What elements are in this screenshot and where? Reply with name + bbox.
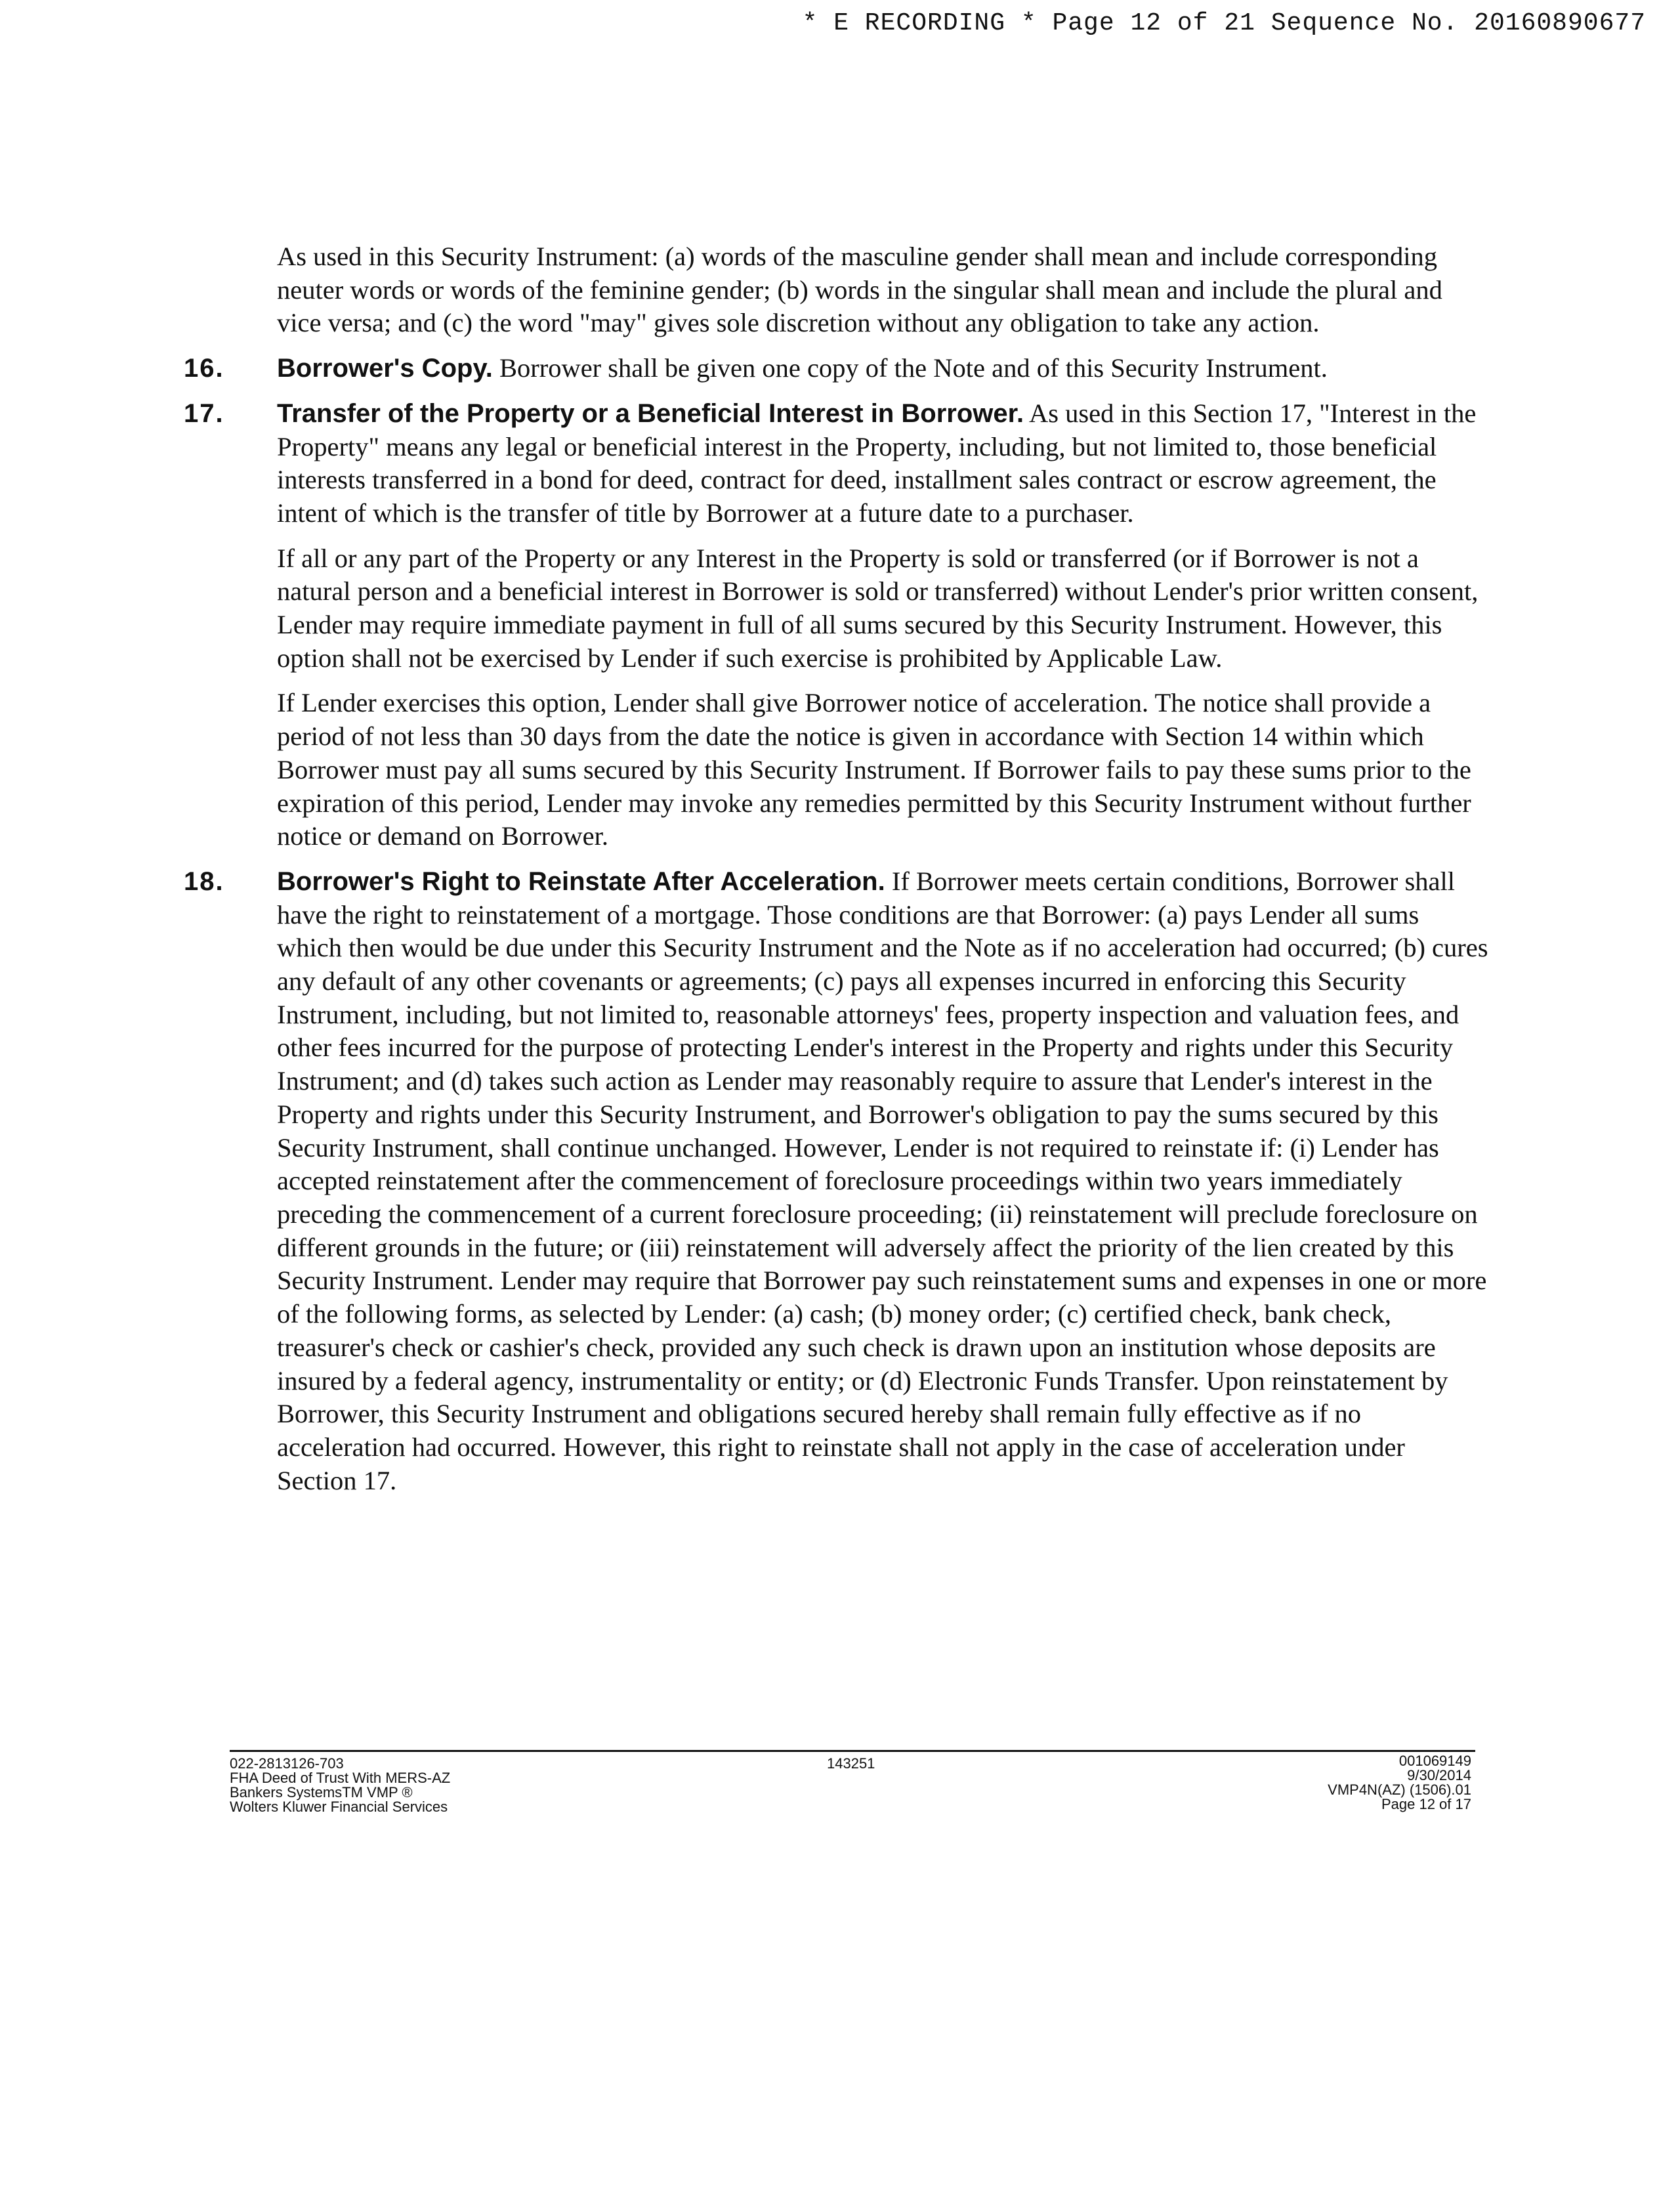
document-body [184,240,1490,1509]
footer-center-code: 143251 [827,1755,875,1772]
recording-header: * E RECORDING * Page 12 of 21 Sequence No. 20160890677 [802,9,1646,37]
section-17 [184,397,1490,530]
section-text: Borrower shall be given one copy of the Note and of this Security Instrument. [499,353,1328,383]
document-number: 001069149 [1398,1753,1471,1769]
loan-number: 022-2813126-703 [230,1755,344,1772]
section-17-paragraph-2: If all or any part of the Property or any Interest in the Property is sold or transferred (or if Borrower is not a natural person and a beneficial interest in Borrower is sold or transferred) without Lender's prior written consent, Lender may require immediate payment in full of all sums secured by this Security Instrument. However, this option shall not be exercised by Lender if such exercise is prohibited by Applicable Law. [277,543,1479,673]
page-number: Page 12 of 17 [1381,1796,1471,1812]
section-title: Transfer of the Property or a Beneficial Interest in Borrower. [277,398,1024,428]
section-number: 16. [184,354,224,383]
footer-divider [230,1750,1475,1752]
section-number: 18. [184,866,224,896]
section-text: If Borrower meets certain conditions, Borrower shall have the right to reinstatement of a mortgage. Those conditions are that Borrower: (a) pays Lender all sums which then would be due under this Security Instrument and the Note as if no acceleration had occurred; (b) cures any default of any other covenants or agreements; (c) pays all expenses incurred in enforcing this Security Instrument, including, but not limited to, reasonable attorneys' fees, property inspection and valuation fees, and other fees incurred for the purpose of protecting Lender's interest in the Property and rights under this Security Instrument; and (d) takes such action as Lender may reasonably require to assure that Lender's interest in the Property and rights under this Security Instrument, and Borrower's obligation to pay the sums secured by this Security Instrument, shall continue unchanged. However, Lender is not required to reinstate if: (i) Lender has accepted reinstatement after the commencement of foreclosure proceedings within two years immediately preceding the commencement of a current foreclosure proceeding; (ii) reinstatement will preclude foreclosure on different grounds in the future; or (iii) reinstatement will adversely affect the priority of the lien created by this Security Instrument. Lender may require that Borrower pay such reinstatement sums and expenses in one or more of the following forms, as selected by Lender: (a) cash; (b) money order; (c) certified check, bank check, treasurer's check or cashier's check, provided any such check is drawn upon an institution whose deposits are insured by a federal agency, instrumentality or entity; or (d) Electronic Funds Transfer. Upon reinstatement by Borrower, this Security Instrument and obligations secured hereby shall remain fully effective as if no acceleration had occurred. However, this right to reinstate shall not apply in the case of acceleration under Section 17. [277,866,1488,1495]
form-title: FHA Deed of Trust With MERS-AZ [230,1770,451,1786]
form-code: VMP4N(AZ) (1506).01 [1328,1781,1471,1798]
document-date: 9/30/2014 [1407,1767,1471,1783]
footer-right-block [1328,1754,1471,1812]
section-text: As used in this Section 17, "Interest in the Property" means any legal or beneficial interest in the Property, including, but not limited to, those beneficial interests transferred in a bond for deed, contract for deed, installment sales contract or escrow agreement, the intent of which is the transfer of title by Borrower at a future date to a purchaser. [277,398,1477,528]
intro-paragraph: As used in this Security Instrument: (a) words of the masculine gender shall mean and include corresponding neuter words or words of the feminine gender; (b) words in the singular shall mean and include the plural and vice versa; and (c) the word "may" gives sole discretion without any obligation to take any action. [277,242,1442,338]
form-publisher: Bankers SystemsTM VMP ® [230,1784,413,1801]
section-18 [184,865,1490,1497]
section-16 [184,352,1490,385]
footer-left-block [230,1757,450,1814]
section-17-paragraph-3: If Lender exercises this option, Lender shall give Borrower notice of acceleration. The notice shall provide a period of not less than 30 days from the date the notice is given in accordance with Section 14 within which Borrower must pay all sums secured by this Security Instrument. If Borrower fails to pay these sums prior to the expiration of this period, Lender may invoke any remedies permitted by this Security Instrument without further notice or demand on Borrower. [277,688,1471,851]
section-title: Borrower's Right to Reinstate After Acceleration. [277,866,885,896]
form-vendor: Wolters Kluwer Financial Services [230,1799,448,1815]
section-title: Borrower's Copy. [277,354,493,383]
section-number: 17. [184,398,224,428]
